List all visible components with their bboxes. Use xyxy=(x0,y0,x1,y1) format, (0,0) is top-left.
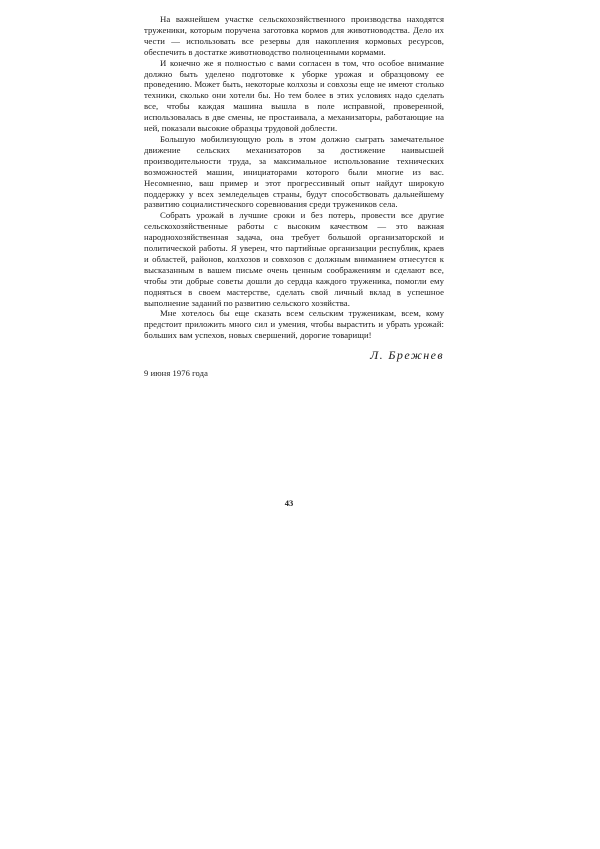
document-page xyxy=(144,14,444,514)
signature-block xyxy=(144,346,444,368)
paragraph-party-organizations: Собрать урожай в лучшие сроки и без потерь, провести все другие сельскохозяйственные работы с высоким качеством — это важная народнохозяйственная задача, она требует большой организаторской и политической работы. Я уверен, что партийные организации республик, краев и областей, районов, колхозов и совхозов с должным вниманием отнесутся к высказанным в вашем письме очень ценным соображениям и сделают все, чтобы эти добрые советы дошли до сердца каждого труженика, помогли ему подняться в своем мастерстве, сделать свой личный вклад в успешное выполнение заданий по развитию сельского хозяйства. xyxy=(144,210,444,308)
paragraph-closing-wishes: Мне хотелось бы еще сказать всем сельским труженикам, всем, кому предстоит приложить много сил и умения, чтобы вырастить и убрать урожай: больших вам успехов, новых свершений, дорогие товарищи! xyxy=(144,308,444,341)
page-number: 43 xyxy=(284,498,294,508)
paragraph-machine-operators: Большую мобилизующую роль в этом должно сыграть замечательное движение сельских механизаторов за достижение наивысшей производительности труда, за максимальное использование технических возможностей машин, инициаторами которого были многие из вас. Несомненно, ваш пример и этот прогрессивный опыт найдут широкую поддержку у всех земледельцев страны, будут способствовать дальнейшему развитию социалистического соревнования среди тружеников села. xyxy=(144,133,444,210)
letter-body xyxy=(144,14,444,341)
paragraph-harvest-preparation: И конечно же я полностью с вами согласен в том, что особое внимание должно быть уделено подготовке к уборке урожая и образцовому ее проведению. Может быть, некоторые колхозы и совхозы еще не имеют столько техники, сколько они хотели бы. Но тем более в этих условиях надо сделать все, чтобы каждая машина вышла в поле исправной, проверенной, использовалась в две смены, не простаивала, а механизаторы, работающие на ней, показали высокие образцы трудовой доблести. xyxy=(144,57,444,134)
signature: Л. Брежнев xyxy=(370,348,444,363)
letter-date: 9 июня 1976 года xyxy=(144,368,208,379)
paragraph-fodder-procurement: На важнейшем участке сельскохозяйственного производства находятся труженики, которым поручена заготовка кормов для животноводства. Дело их чести — использовать все резервы для накопления кормовых ресурсов, обеспечить в достатке животноводство полноценными кормами. xyxy=(144,14,444,57)
